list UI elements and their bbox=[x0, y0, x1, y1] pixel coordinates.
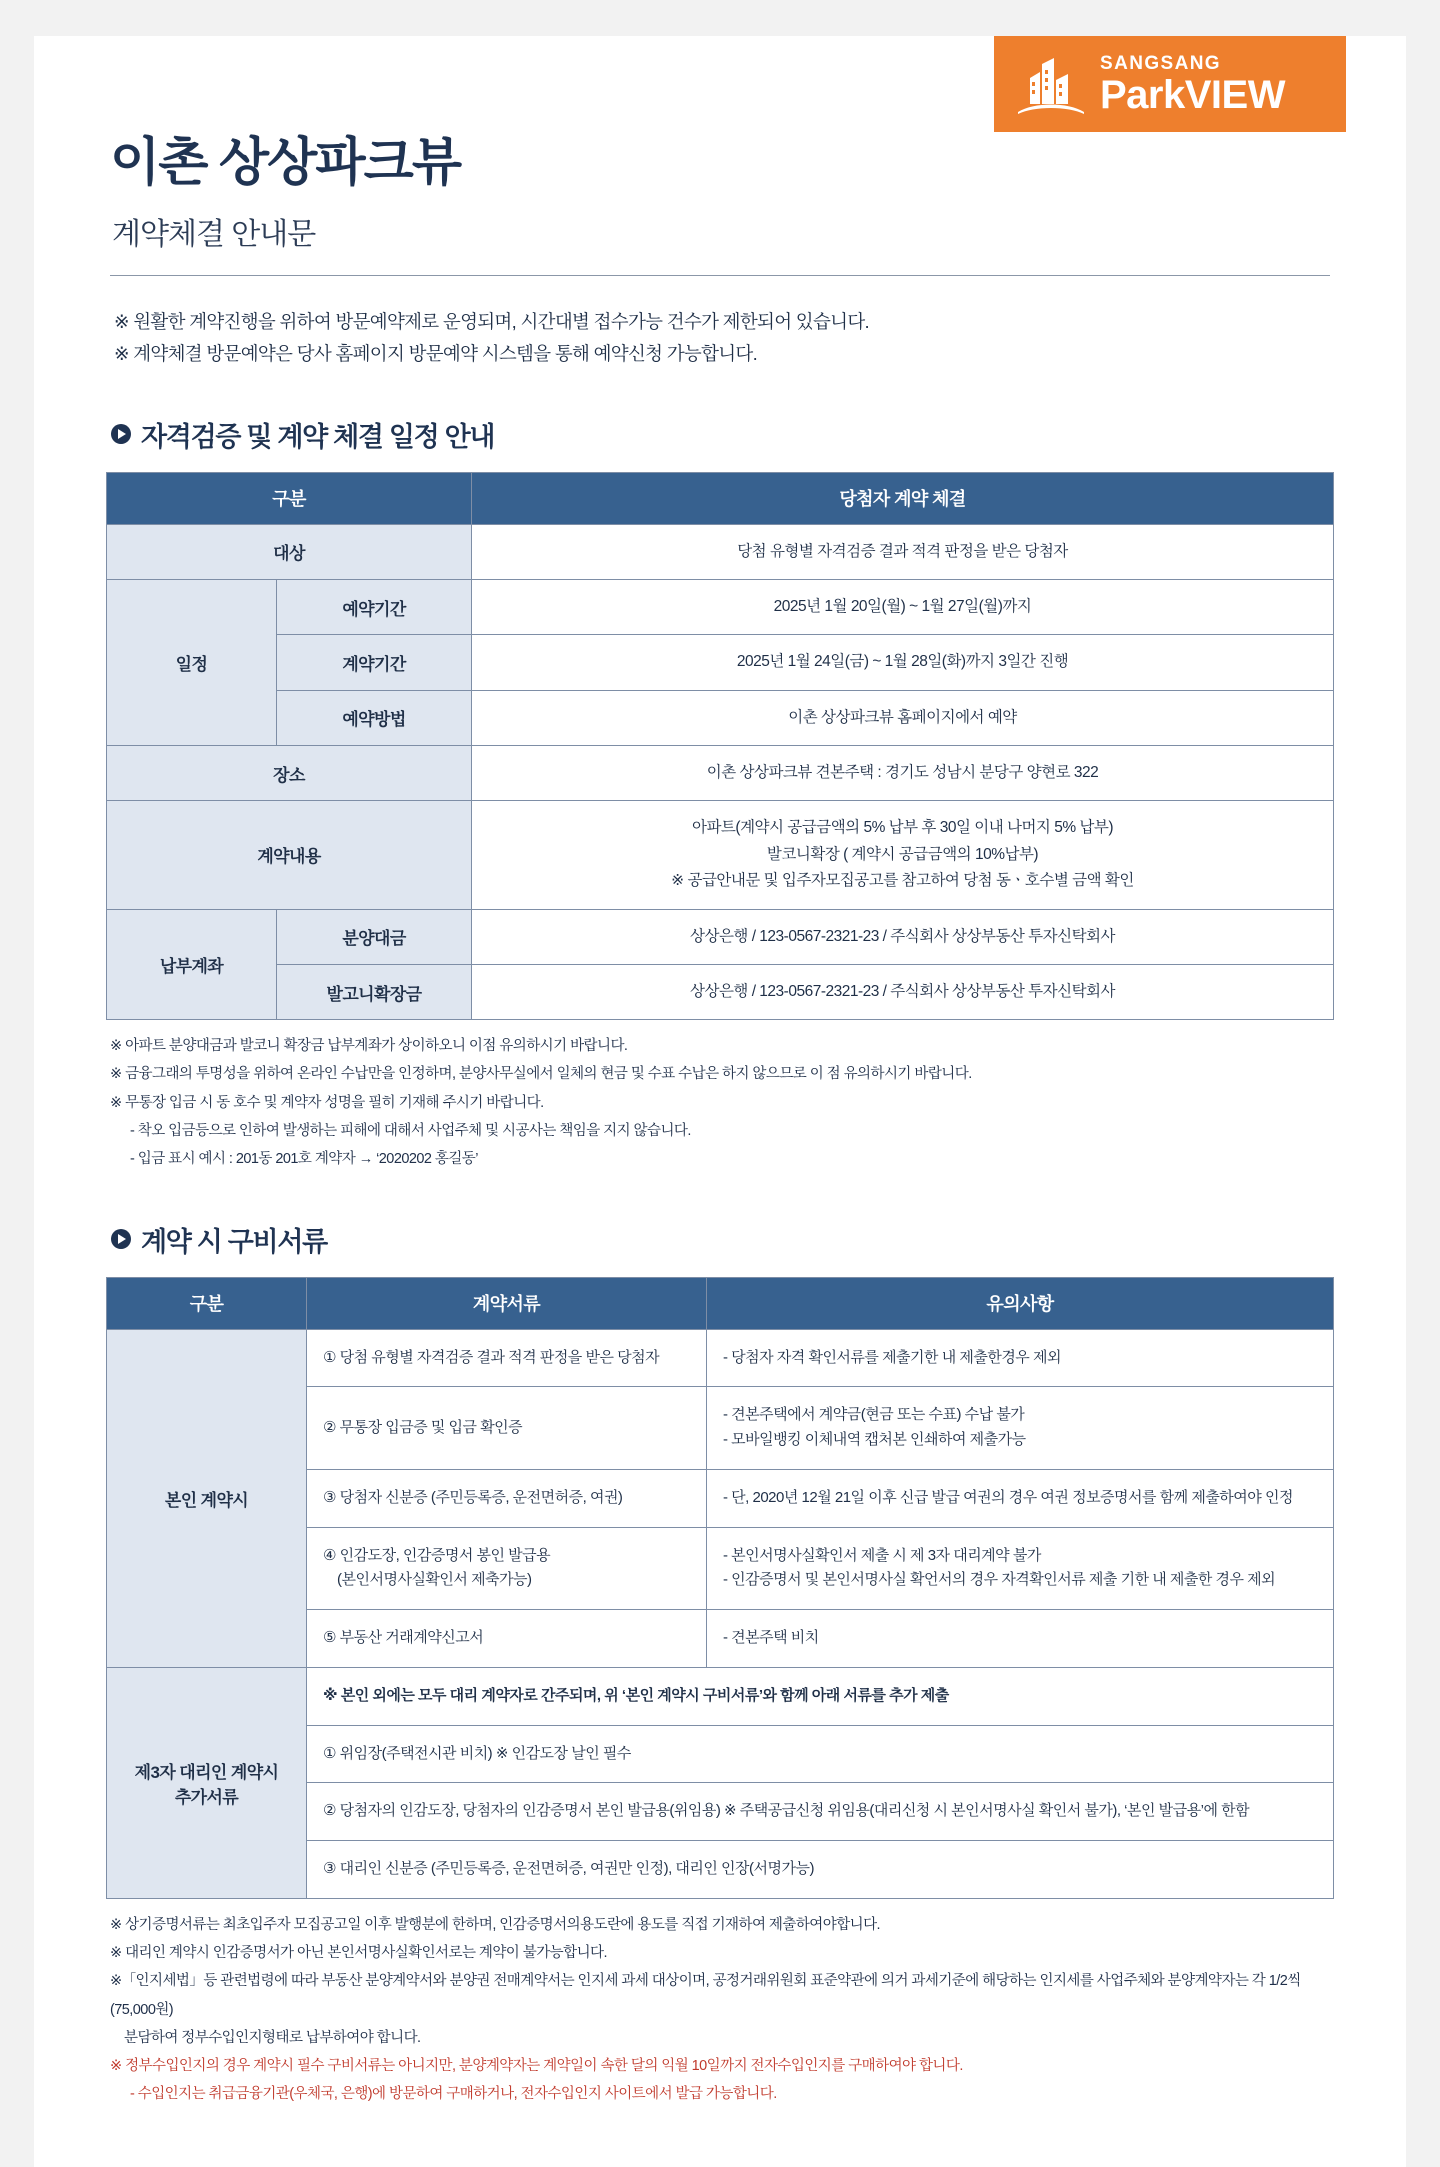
col-header-category: 구분 bbox=[107, 472, 472, 524]
table-row bbox=[107, 1329, 1334, 1387]
doc-item: ② 무통장 입금증 및 입금 확인증 bbox=[307, 1387, 707, 1470]
row-label-contract-period: 계약기간 bbox=[277, 635, 472, 690]
schedule-footnotes bbox=[110, 1032, 1334, 1173]
table-row bbox=[107, 580, 1334, 635]
row-value-sale-price-account: 상상은행 / 123-0567-2321-23 / 주식회사 상상부동산 투자신탁회사 bbox=[472, 909, 1334, 964]
page-subtitle: 계약체결 안내문 bbox=[112, 218, 316, 251]
table-row bbox=[107, 1667, 1334, 1725]
doc-item: ⑤ 부동산 거래계약신고서 bbox=[307, 1610, 707, 1668]
logo-wordmark bbox=[1100, 54, 1285, 115]
doc-item-sub: (본인서명사실확인서 제축가능) bbox=[337, 1571, 532, 1589]
doc-item: ① 당첨 유형별 자격검증 결과 적격 판정을 받은 당첨자 bbox=[307, 1329, 707, 1387]
note-line: - 본인서명사실확인서 제출 시 제 3자 대리계약 불가 bbox=[723, 1546, 1041, 1564]
brand-logo bbox=[994, 36, 1346, 132]
proxy-label-line1: 제3자 대리인 계약시 bbox=[134, 1762, 279, 1782]
logo-sangsang: SANGSANG bbox=[1100, 52, 1221, 74]
row-value-target: 당첨 유형별 자격검증 결과 적격 판정을 받은 당첨자 bbox=[472, 524, 1334, 579]
schedule-table bbox=[106, 472, 1334, 1020]
footnote: - 입금 표시 예시 : 201동 201호 계약자 → ‘2020202 홍길동’ bbox=[130, 1151, 478, 1168]
proxy-note-row: ※ 본인 외에는 모두 대리 계약자로 간주되며, 위 ‘본인 계약시 구비서류’와 함께 아래 서류를 추가 제출 bbox=[307, 1667, 1334, 1725]
table-header-row bbox=[107, 472, 1334, 524]
row-value-contract-period: 2025년 1월 24일(금) ~ 1월 28일(화)까지 3일간 진행 bbox=[472, 635, 1334, 690]
documents-footnotes bbox=[110, 1911, 1334, 2109]
table-row bbox=[107, 964, 1334, 1019]
doc-note bbox=[707, 1469, 1334, 1527]
notice-line: ※ 계약체결 방문예약은 당사 홈페이지 방문예약 시스템을 통해 예약신청 가능합니다. bbox=[114, 343, 758, 365]
footnote: - 수입인지는 취급금융기관(우체국, 은행)에 방문하여 구매하거나, 전자수입인지 사이트에서 발급 가능합니다. bbox=[130, 2086, 777, 2103]
col-header-notes: 유의사항 bbox=[707, 1277, 1334, 1329]
row-value-reservation-method: 이촌 상상파크뷰 홈페이지에서 예약 bbox=[472, 690, 1334, 745]
contract-content-line: 아파트(계약시 공급금액의 5% 납부 후 30일 이내 나머지 5% 납부) bbox=[691, 819, 1114, 837]
proxy-doc-item: ① 위임장(주택전시관 비치) ※ 인감도장 날인 필수 bbox=[307, 1725, 1334, 1783]
table-row bbox=[107, 746, 1334, 801]
note-line: - 당첨자 자격 확인서류를 제출기한 내 제출한경우 제외 bbox=[723, 1348, 1061, 1366]
row-group-self-contract: 본인 계약시 bbox=[107, 1329, 307, 1667]
footnote: ※ 대리인 계약시 인감증명서가 아닌 본인서명사실확인서로는 계약이 불가능합니다. bbox=[110, 1945, 607, 1962]
row-label-contract-content: 계약내용 bbox=[107, 801, 472, 909]
footnote: ※ 무통장 입금 시 동 호수 및 계약자 성명을 필히 기재해 주시기 바랍니다. bbox=[110, 1094, 544, 1111]
footnote: - 착오 입금등으로 인하여 발생하는 피해에 대해서 사업주체 및 시공사는 책임을 지지 않습니다. bbox=[130, 1122, 691, 1139]
table-header-row bbox=[107, 1277, 1334, 1329]
table-row bbox=[107, 635, 1334, 690]
col-header-documents: 계약서류 bbox=[307, 1277, 707, 1329]
footnote: ※ 금융그래의 투명성을 위하여 온라인 수납만을 인정하며, 분양사무실에서 일체의 현금 및 수표 수납은 하지 않으므로 이 점 유의하시기 바랍니다. bbox=[110, 1066, 972, 1083]
documents-table bbox=[106, 1277, 1334, 1899]
row-label-balcony-fee: 발고니확장금 bbox=[277, 964, 472, 1019]
section-spacer bbox=[106, 1174, 1334, 1220]
logo-parkview: ParkVIEW bbox=[1100, 72, 1285, 117]
table-row bbox=[107, 690, 1334, 745]
footnote: ※ 아파트 분양대금과 발코니 확장금 납부계좌가 상이하오니 이점 유의하시기 바랍니다. bbox=[110, 1038, 628, 1055]
contract-content-line: ※ 공급안내문 및 입주자모집공고를 참고하여 당첨 동ㆍ호수별 금액 확인 bbox=[671, 872, 1134, 890]
row-value-contract-content bbox=[472, 801, 1334, 909]
row-label-reservation-method: 예약방법 bbox=[277, 690, 472, 745]
proxy-label-line2: 추가서류 bbox=[174, 1787, 239, 1807]
notice-line: ※ 원활한 계약진행을 위하여 방문예약제로 운영되며, 시간대별 접수가능 건수가 제한되어 있습니다. bbox=[114, 311, 869, 332]
section-title: 자격검증 및 계약 체결 일정 안내 bbox=[141, 421, 495, 452]
section-heading-schedule bbox=[110, 415, 1334, 454]
doc-note bbox=[707, 1610, 1334, 1668]
note-line: - 인감증명서 및 본인서명사실 확언서의 경우 자격확인서류 제출 기한 내 제출한 경우 제외 bbox=[723, 1571, 1276, 1589]
note-line: - 단, 2020년 12월 21일 이후 신급 발급 여권의 경우 여권 정보증명서를 함께 제출하여야 인정 bbox=[723, 1488, 1293, 1506]
note-line: - 견본주택에서 계약금(현금 또는 수표) 수납 불가 bbox=[723, 1406, 1025, 1424]
col-header-category: 구분 bbox=[107, 1277, 307, 1329]
row-group-proxy-contract bbox=[107, 1667, 307, 1898]
row-value-balcony-account: 상상은행 / 123-0567-2321-23 / 주식회사 상상부동산 투자신탁회사 bbox=[472, 964, 1334, 1019]
play-bullet-icon bbox=[110, 423, 132, 445]
col-header-value: 당첨자 계약 체결 bbox=[472, 472, 1334, 524]
row-label-reservation-period: 예약기간 bbox=[277, 580, 472, 635]
doc-note bbox=[707, 1527, 1334, 1610]
doc-item: ③ 당첨자 신분증 (주민등록증, 운전면허증, 여권) bbox=[307, 1469, 707, 1527]
page-title: 이촌 상상파크뷰 bbox=[110, 134, 461, 192]
row-group-schedule: 일정 bbox=[107, 580, 277, 746]
title-divider bbox=[110, 275, 1330, 276]
row-value-reservation-period: 2025년 1월 20일(월) ~ 1월 27일(월)까지 bbox=[472, 580, 1334, 635]
proxy-doc-item: ② 당첨자의 인감도장, 당첨자의 인감증명서 본인 발급용(위임용) ※ 주택공급신청 위임용(대리신청 시 본인서명사실 확인서 불가), ‘본인 발급용’에 한함 bbox=[307, 1783, 1334, 1841]
doc-item bbox=[307, 1527, 707, 1610]
footnote: 분담하여 정부수입인지형태로 납부하여야 합니다. bbox=[124, 2029, 421, 2046]
top-notices bbox=[114, 306, 1334, 371]
table-row bbox=[107, 524, 1334, 579]
footnote: ※「인지세법」등 관련법령에 따라 부동산 분양계약서와 분양권 전매계약서는 인지세 과세 대상이며, 공정거래위원회 표준약관에 의거 과세기준에 해당하는 인지세를 사업주체와 분양계약자는 각 1/2씩(75,000원) bbox=[110, 1973, 1301, 2018]
section-heading-documents bbox=[110, 1220, 1334, 1259]
row-group-payment-account: 납부계좌 bbox=[107, 909, 277, 1020]
row-label-target: 대상 bbox=[107, 524, 472, 579]
proxy-doc-item: ③ 대리인 신분증 (주민등록증, 운전면허증, 여권만 인정), 대리인 인장(서명가능) bbox=[307, 1841, 1334, 1899]
footnote: ※ 상기증명서류는 최초입주자 모집공고일 이후 발행분에 한하며, 인감증명서의용도란에 용도를 직접 기재하여 제출하여야합니다. bbox=[110, 1916, 881, 1933]
table-row bbox=[107, 801, 1334, 909]
note-line: - 모바일뱅킹 이체내역 캡처본 인쇄하여 제출가능 bbox=[723, 1431, 1026, 1449]
doc-note bbox=[707, 1329, 1334, 1387]
doc-note bbox=[707, 1387, 1334, 1470]
play-bullet-icon bbox=[110, 1228, 132, 1250]
document-sheet bbox=[34, 36, 1406, 2167]
contract-content-line: 발코니확장 ( 계약시 공급금액의 10%납부) bbox=[766, 845, 1039, 863]
section-title: 계약 시 구비서류 bbox=[141, 1226, 327, 1257]
note-line: - 견본주택 비치 bbox=[723, 1629, 819, 1647]
table-row bbox=[107, 909, 1334, 964]
row-label-location: 장소 bbox=[107, 746, 472, 801]
footnote: ※ 정부수입인지의 경우 계약시 필수 구비서류는 아니지만, 분양계약자는 계약일이 속한 달의 익월 10일까지 전자수입인지를 구매하여야 합니다. bbox=[110, 2058, 963, 2075]
doc-item-main: ④ 인감도장, 인감증명서 봉인 발급용 bbox=[323, 1546, 551, 1564]
row-value-location: 이촌 상상파크뷰 견본주택 : 경기도 성남시 분당구 양현로 322 bbox=[472, 746, 1334, 801]
building-icon bbox=[1016, 52, 1086, 116]
row-label-sale-price: 분양대금 bbox=[277, 909, 472, 964]
